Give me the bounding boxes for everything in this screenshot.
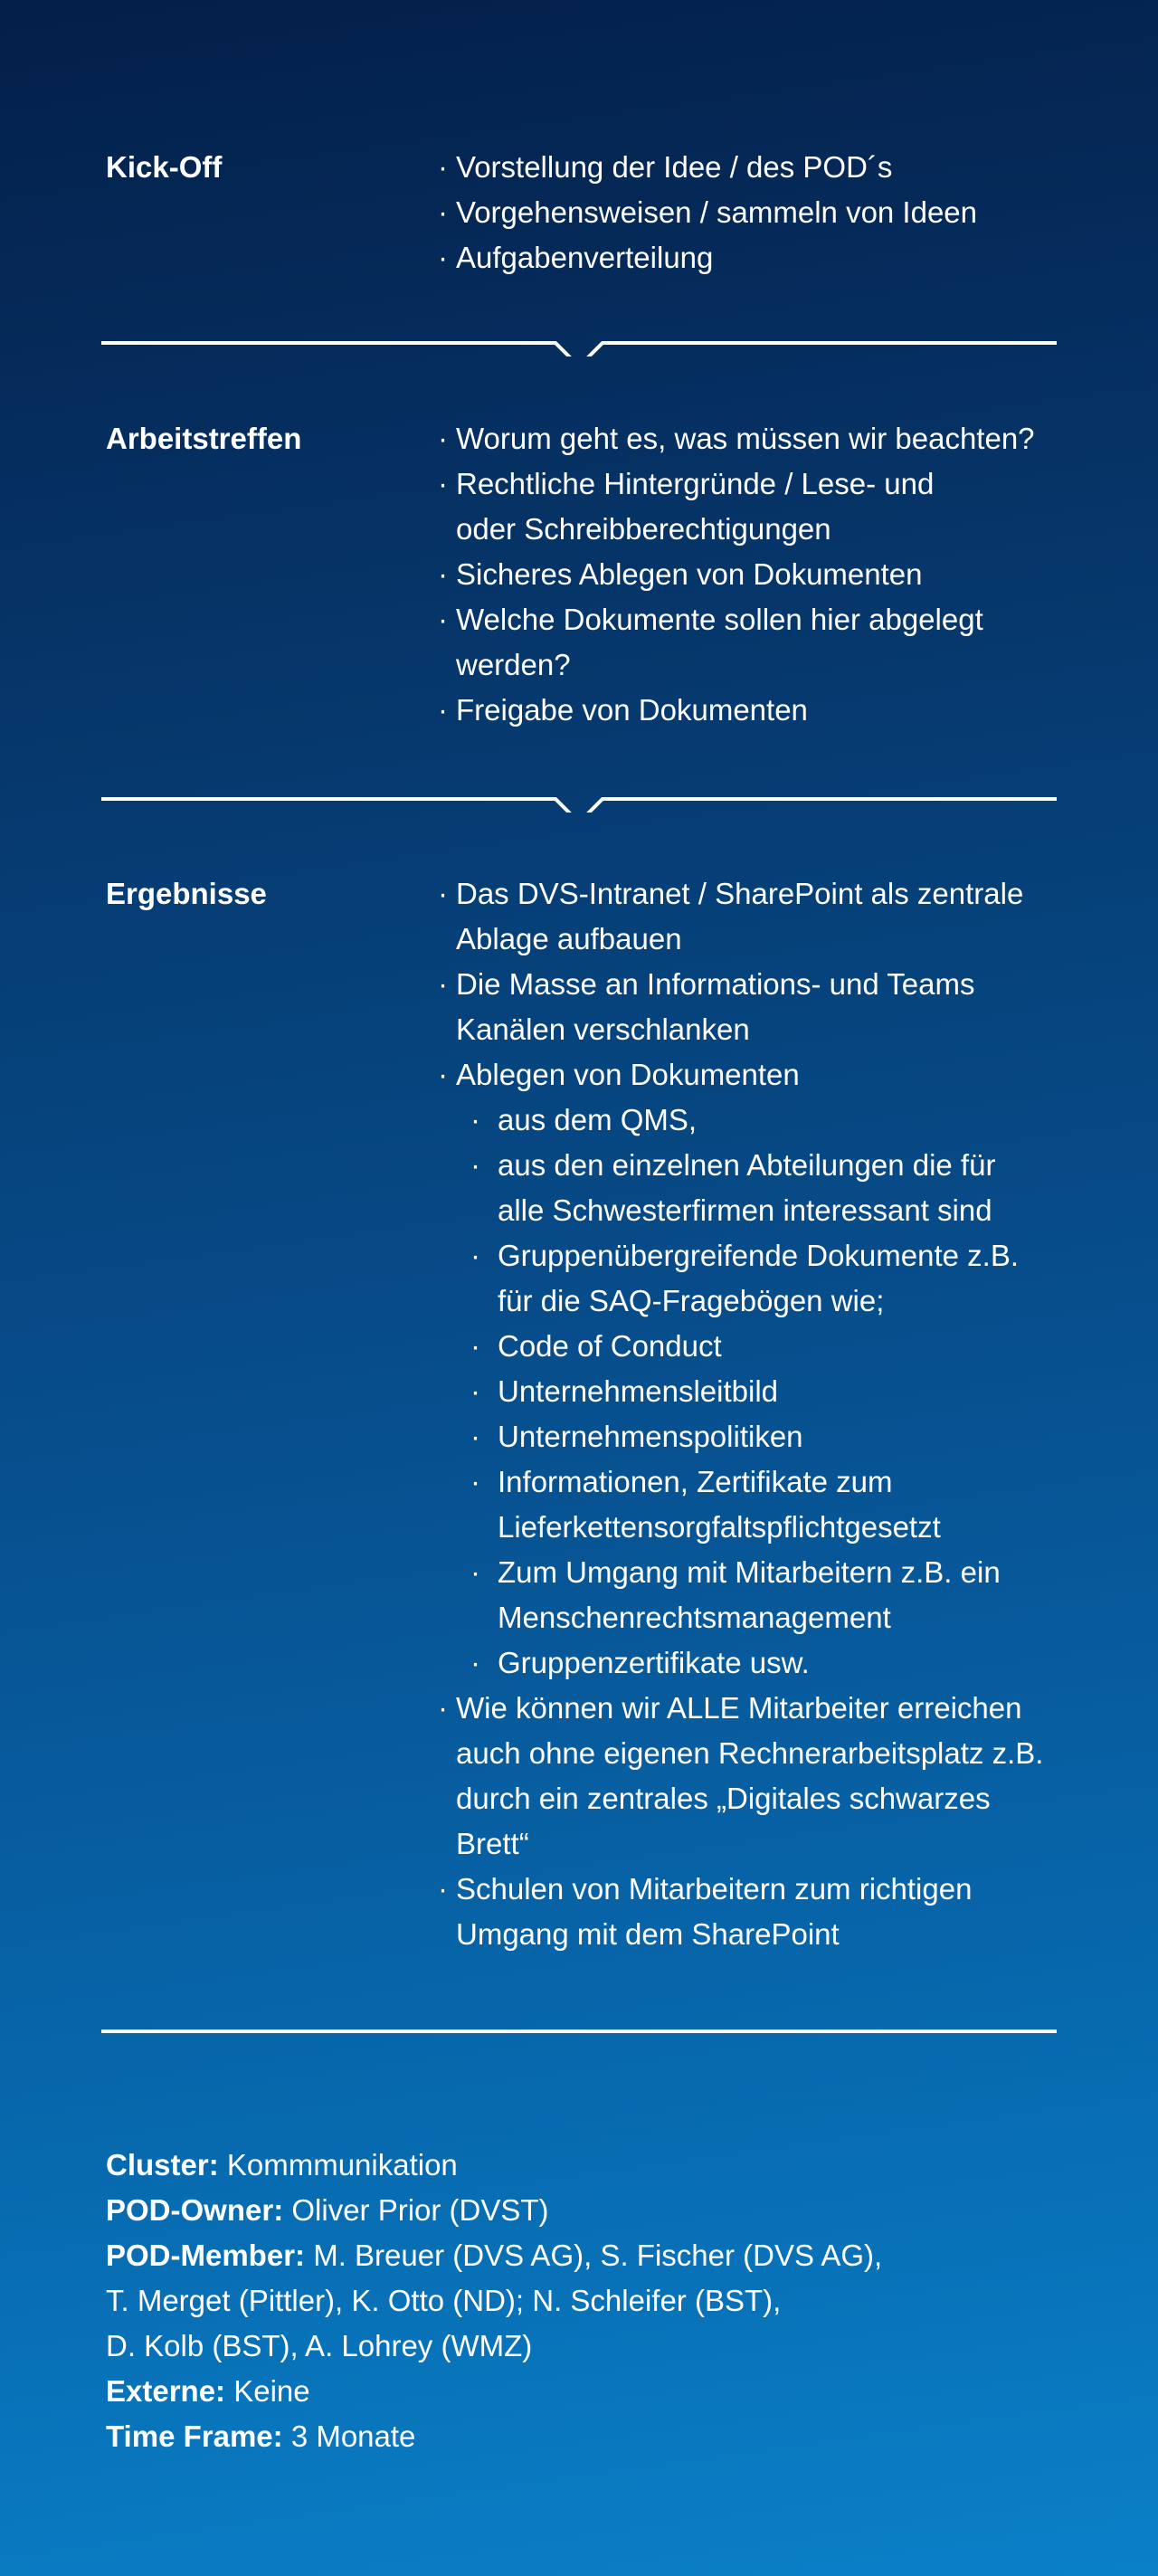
sub-list-item: · Gruppenübergreifende Dokumente z.B. für die SAQ-Fragebögen wie; [438,1233,1089,1324]
list-item: · Rechtliche Hintergründe / Lese- und oder Schreibberechtigungen [438,461,1089,552]
section-list [438,145,1089,280]
owner-line: POD-Owner: Oliver Prior (DVST) [106,2193,549,2227]
section-label: Arbeitstreffen [106,422,302,455]
section-list [438,416,1089,733]
list-item: · Worum geht es, was müssen wir beachten? [438,416,1089,461]
pod-info [106,2143,882,2459]
member-line: D. Kolb (BST), A. Lohrey (WMZ) [106,2329,533,2362]
section-divider [101,785,1057,813]
section-label: Kick-Off [106,150,223,184]
section-list [438,871,1089,1957]
sub-list-item: · Unternehmensleitbild [438,1369,1089,1414]
list-item: · Ablegen von Dokumenten [438,1052,1089,1098]
list-item: · Aufgabenverteilung [438,235,1089,280]
section-divider [101,329,1057,356]
list-item: · Schulen von Mitarbeitern zum richtigen Umgang mit dem SharePoint [438,1867,1089,1957]
sub-list-item: · Gruppenzertifikate usw. [438,1640,1089,1686]
list-item: · Vorstellung der Idee / des POD´s [438,145,1089,190]
list-item: · Welche Dokumente sollen hier abgelegt werden? [438,597,1089,688]
section-label: Ergebnisse [106,877,267,910]
cluster-line: Cluster: Kommmunikation [106,2148,458,2182]
list-item: · Vorgehensweisen / sammeln von Ideen [438,190,1089,235]
sub-list-item: · Unternehmenspolitiken [438,1414,1089,1459]
list-item: · Die Masse an Informations- und Teams Kanälen verschlanken [438,962,1089,1052]
extern-line: Externe: Keine [106,2374,310,2408]
sub-list-item: · aus dem QMS, [438,1098,1089,1143]
list-item: · Das DVS-Intranet / SharePoint als zentrale Ablage aufbauen [438,871,1089,962]
list-item: · Sicheres Ablegen von Dokumenten [438,552,1089,597]
list-item: · Freigabe von Dokumenten [438,688,1089,733]
sub-list-item: · Code of Conduct [438,1324,1089,1369]
list-item: · Wie können wir ALLE Mitarbeiter erreichen auch ohne eigenen Rechnerarbeitsplatz z.B. durch ein zentrales „Digitales schwarzes Brett“ [438,1686,1089,1867]
section-divider [101,2027,1057,2036]
timeframe-line: Time Frame: 3 Monate [106,2419,416,2453]
member-line: POD-Member: M. Breuer (DVS AG), S. Fischer (DVS AG), [106,2239,883,2272]
sub-list-item: · Zum Umgang mit Mitarbeitern z.B. ein Menschenrechtsmanagement [438,1550,1089,1640]
member-line: T. Merget (Pittler), K. Otto (ND); N. Schleifer (BST), [106,2284,782,2317]
sub-list-item: · aus den einzelnen Abteilungen die für alle Schwesterfirmen interessant sind [438,1143,1089,1233]
sub-list-item: · Informationen, Zertifikate zum Lieferkettensorgfaltspflichtgesetzt [438,1459,1089,1550]
